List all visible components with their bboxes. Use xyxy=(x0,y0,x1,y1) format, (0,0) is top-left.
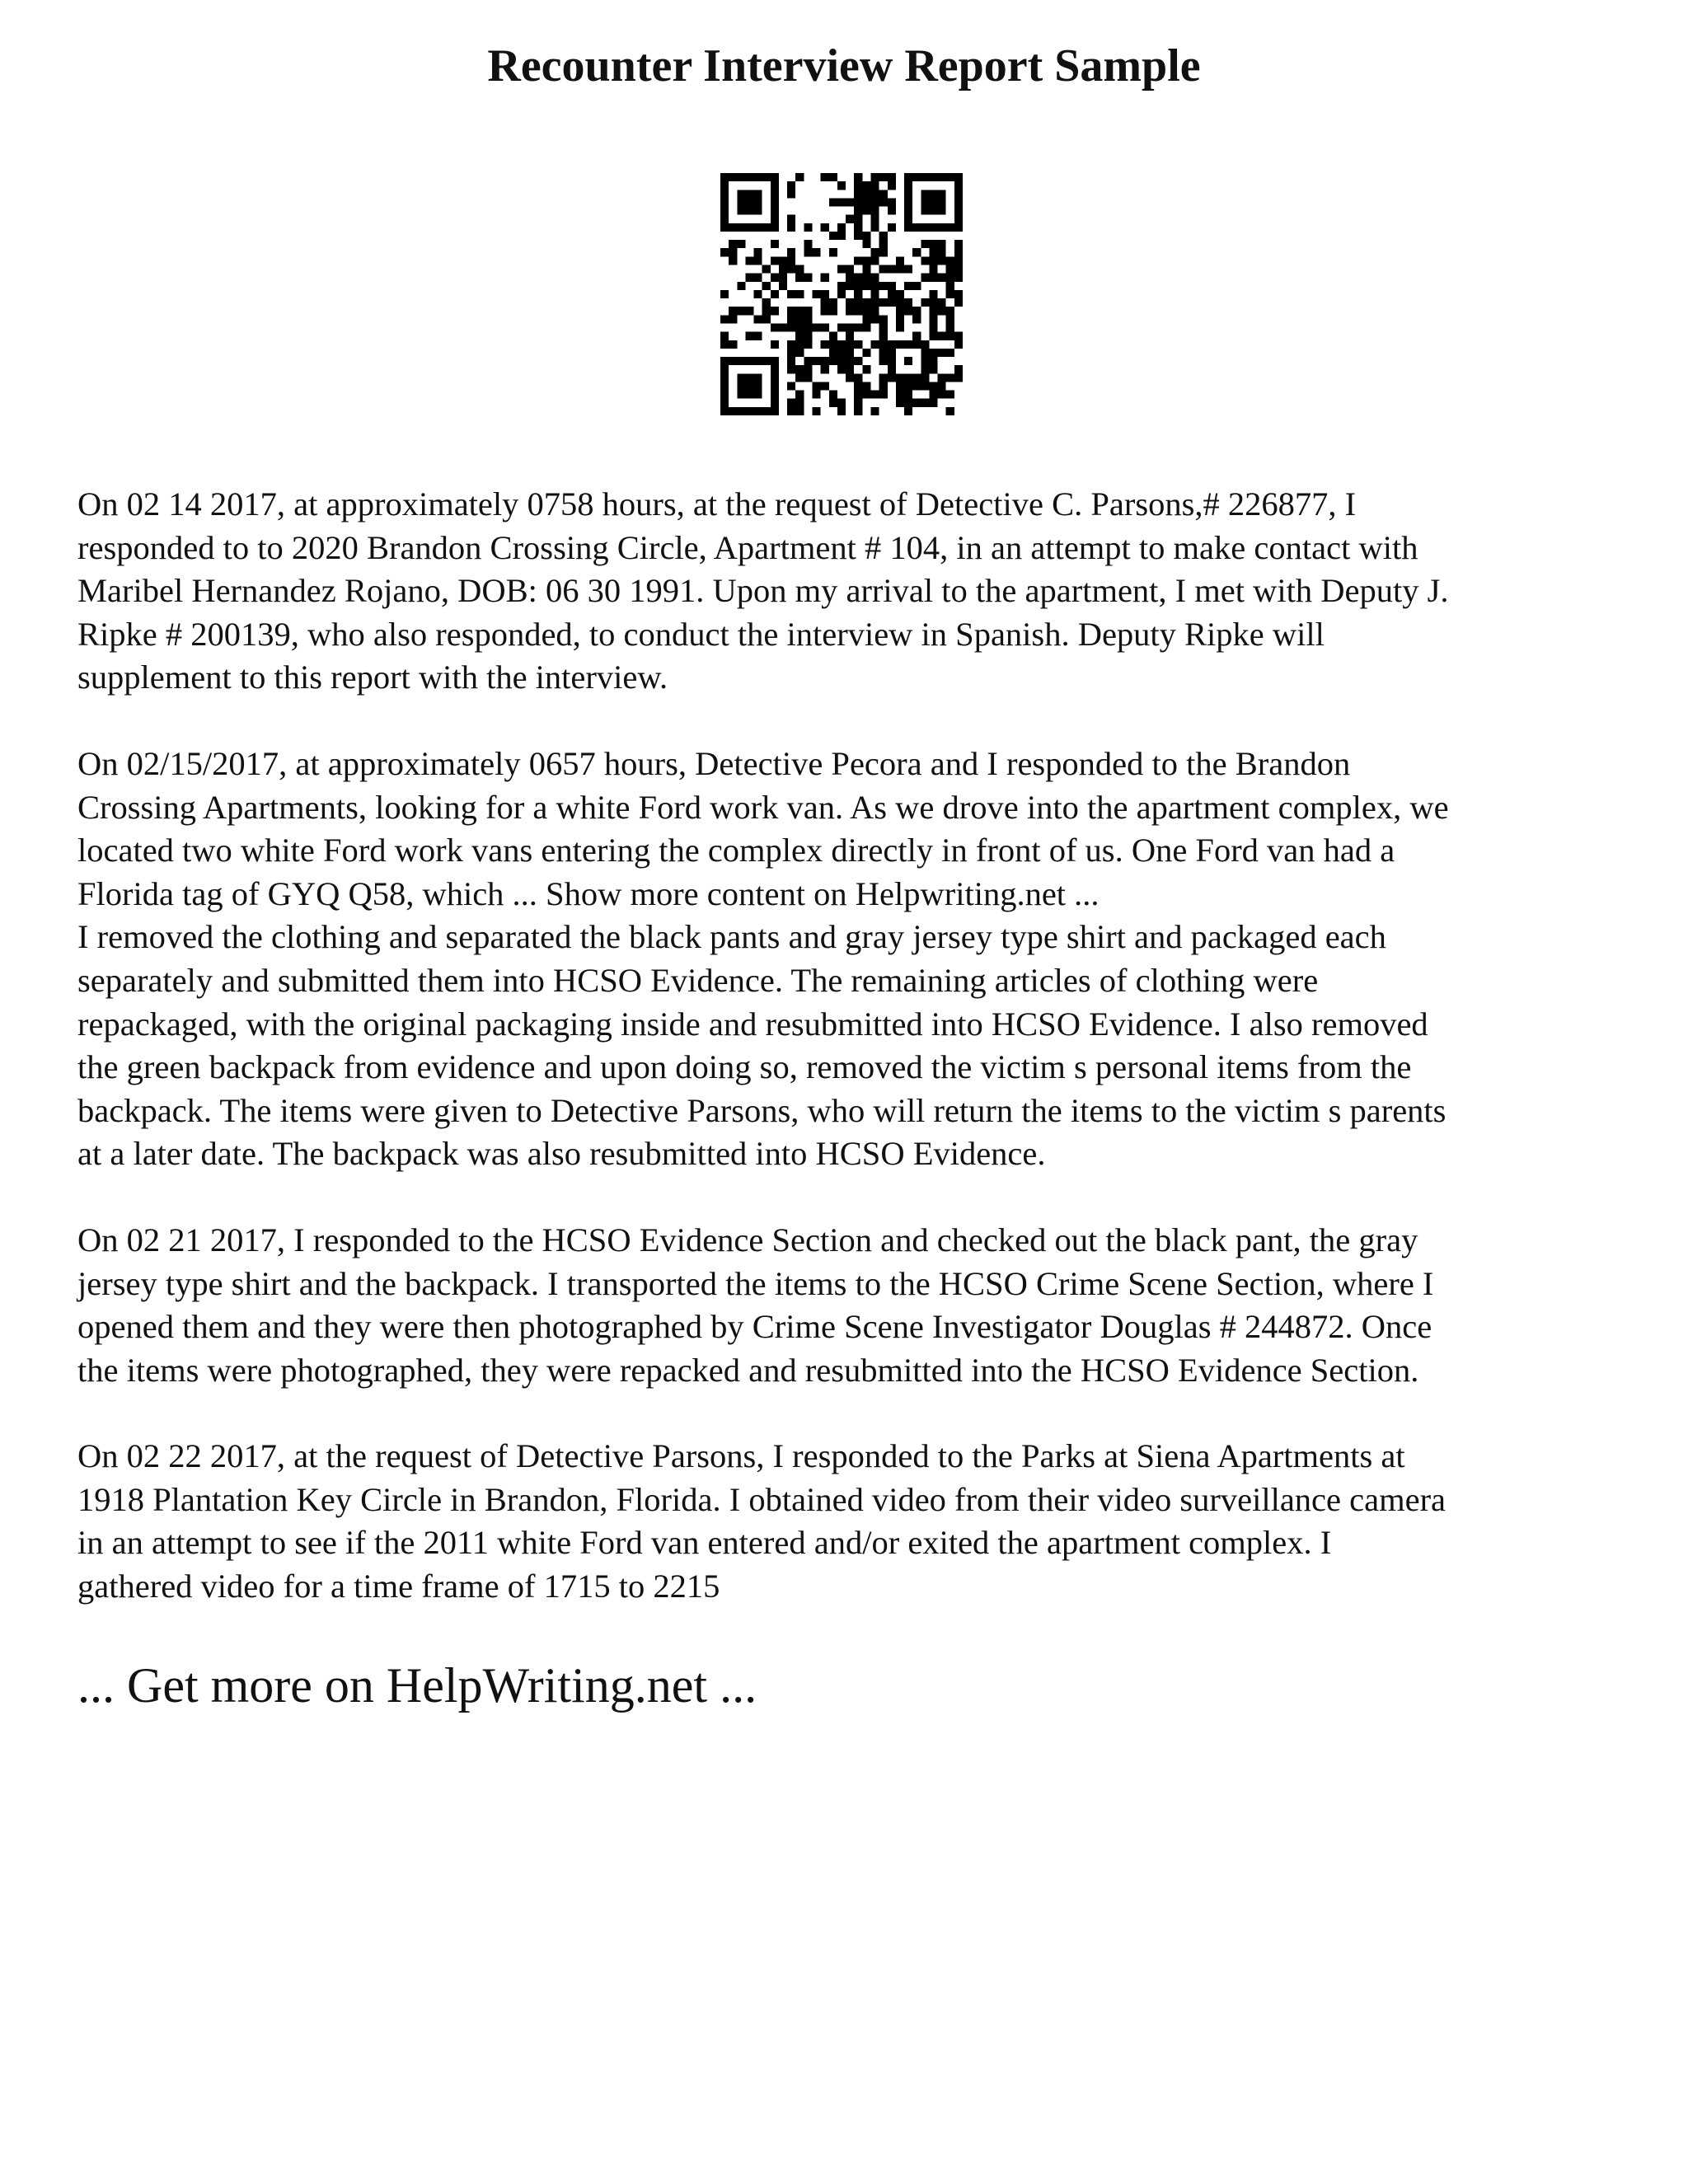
paragraph-gap xyxy=(77,700,1627,743)
paragraph-1: On 02 14 2017, at approximately 0758 hours, at the request of Detective C. Parsons,# 226877, I responded to to 2020 Brandon Crossing Circle, Apartment # 104, in an attempt to make contact with Maribel Hernandez Rojano, DOB: 06 30 1991. Upon my arrival to the apartment, I met with Deputy J. Ripke # 200139, who also responded, to conduct the interview in Spanish. Deputy Ripke will supplement to this report with the interview. xyxy=(77,485,1449,696)
paragraph-3: I removed the clothing and separated the black pants and gray jersey type shirt and packaged each separately and submitted them into HCSO Evidence. The remaining articles of clothing were repackaged, with the original packaging inside and resubmitted into HCSO Evidence. I also removed the green backpack from evidence and upon doing so, removed the victim s personal items from the backpack. The items were given to Detective Parsons, who will return the items to the victim s parents at a later date. The backpack was also resubmitted into HCSO Evidence. xyxy=(77,918,1447,1173)
report-body xyxy=(77,483,1627,1609)
qr-code-icon xyxy=(720,173,963,415)
document-title: Recounter Interview Report Sample xyxy=(487,40,1201,91)
paragraph-4: On 02 21 2017, I responded to the HCSO Evidence Section and checked out the black pant, the gray jersey type shirt and the backpack. I transported the items to the HCSO Crime Scene Section, where I opened them and they were then photographed by Crime Scene Investigator Douglas # 244872. Once the items were photographed, they were repacked and resubmitted into the HCSO Evidence Section. xyxy=(77,1221,1434,1389)
paragraph-gap xyxy=(77,1392,1627,1435)
paragraph-5: On 02 22 2017, at the request of Detective Parsons, I responded to the Parks at Siena Apartments at 1918 Plantation Key Circle in Brandon, Florida. I obtained video from their video surveillance camera in an attempt to see if the 2011 white Ford van entered and/or exited the apartment complex. I gathered video for a time frame of 1715 to 2215 xyxy=(77,1437,1447,1605)
get-more-link[interactable]: ... Get more on HelpWriting.net ... xyxy=(77,1658,757,1713)
paragraph-2: On 02/15/2017, at approximately 0657 hours, Detective Pecora and I responded to the Brandon Crossing Apartments, looking for a white Ford work van. As we drove into the apartment complex, we located two white Ford work vans entering the complex directly in front of us. One Ford van had a Florida tag of GYQ Q58, which ... Show more content on Helpwriting.net ... xyxy=(77,744,1449,912)
paragraph-gap xyxy=(77,1176,1627,1219)
